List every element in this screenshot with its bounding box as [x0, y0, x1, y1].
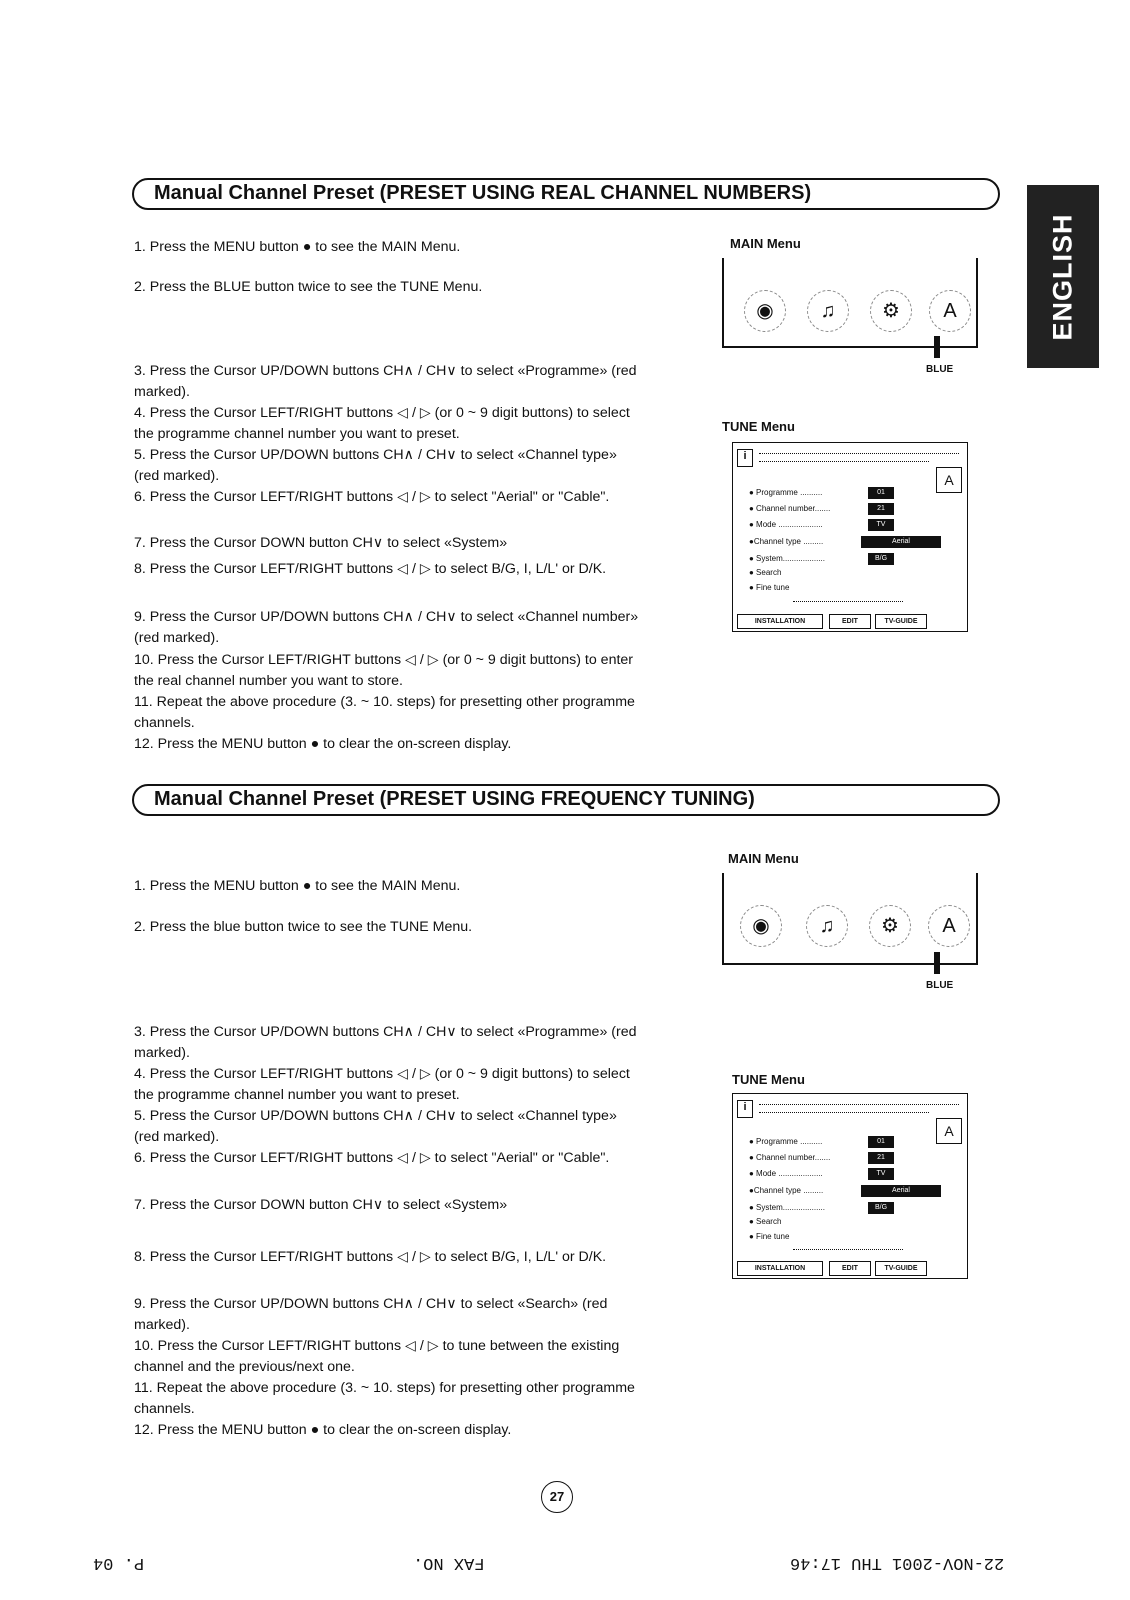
tune-row: ● Channel number....... [749, 504, 831, 513]
gear-icon: ⚙ [869, 905, 911, 947]
step-1: 1. Press the MENU button ● to see the MAIN Menu. [134, 239, 461, 255]
tune-row: ● System................... [749, 1203, 825, 1212]
section1-title: Manual Channel Preset (PRESET USING REAL CHANNEL NUMBERS) [154, 182, 812, 204]
pointer-icon [934, 336, 940, 358]
tune-tab: EDIT [829, 614, 871, 629]
pointer-icon [934, 952, 940, 974]
language-tab [1027, 185, 1099, 368]
step-12: 12. Press the MENU button ● to clear the on-screen display. [134, 736, 512, 752]
dotted-line [759, 1104, 959, 1105]
step-7: 7. Press the Cursor DOWN button CH∨ to select «System» [134, 535, 508, 551]
tune-value: B/G [868, 1202, 894, 1214]
tune-value: 01 [868, 487, 894, 499]
tune-row: ●Channel type ......... [749, 1186, 824, 1195]
language-tab-label: ENGLISH [1047, 212, 1078, 341]
tune-menu-label: TUNE Menu [722, 419, 795, 434]
fine-tune-scale [793, 601, 903, 602]
step-10: 10. Press the Cursor LEFT/RIGHT buttons ◁ / ▷ (or 0 ~ 9 digit buttons) to enter the real channel number you want to store. [134, 652, 634, 689]
tune-row: ● Fine tune [749, 583, 790, 592]
fax-page-label: P. 04 [93, 1553, 145, 1572]
step-5: 5. Press the Cursor UP/DOWN buttons CH∧ / CH∨ to select «Channel type» (red marked). [134, 1108, 617, 1145]
step-9: 9. Press the Cursor UP/DOWN buttons CH∧ / CH∨ to select «Channel number» (red marked). [134, 609, 639, 646]
section2-header [132, 784, 1000, 816]
fine-tune-scale [793, 1249, 903, 1250]
antenna-icon: A [929, 290, 971, 332]
step-4: 4. Press the Cursor LEFT/RIGHT buttons ◁ / ▷ (or 0 ~ 9 digit buttons) to select the programme channel number you want to preset. [134, 405, 630, 442]
step-9: 9. Press the Cursor UP/DOWN buttons CH∧ / CH∨ to select «Search» (red marked). [134, 1296, 608, 1333]
step-11: 11. Repeat the above procedure (3. ~ 10. steps) for presetting other programme channels. [134, 1380, 635, 1417]
blue-label: BLUE [926, 364, 954, 375]
step-5: 5. Press the Cursor UP/DOWN buttons CH∧ / CH∨ to select «Channel type» (red marked). [134, 447, 617, 484]
main-menu-figure [722, 258, 978, 348]
eye-icon: ◉ [740, 905, 782, 947]
tune-tab: INSTALLATION [737, 1261, 823, 1276]
fax-number-label: FAX NO. [413, 1553, 485, 1572]
tune-value: B/G [868, 553, 894, 565]
tune-row: ● System................... [749, 554, 825, 563]
tune-value: 21 [868, 503, 894, 515]
eye-icon: ◉ [744, 290, 786, 332]
info-icon: i [737, 1100, 753, 1118]
blue-label: BLUE [926, 980, 954, 991]
step-8: 8. Press the Cursor LEFT/RIGHT buttons ◁ / ▷ to select B/G, I, L/L' or D/K. [134, 1249, 607, 1265]
tune-value: TV [868, 1168, 894, 1180]
step-10: 10. Press the Cursor LEFT/RIGHT buttons ◁ / ▷ to tune between the existing channel and the previous/next one. [134, 1338, 620, 1375]
step-2: 2. Press the blue button twice to see the TUNE Menu. [134, 919, 473, 935]
music-icon: ♫ [806, 905, 848, 947]
tune-row: ● Programme .......... [749, 1137, 823, 1146]
step-3: 3. Press the Cursor UP/DOWN buttons CH∧ / CH∨ to select «Programme» (red marked). [134, 1024, 637, 1061]
tune-row: ●Channel type ......... [749, 537, 824, 546]
tune-row: ● Search [749, 1217, 782, 1226]
step-12: 12. Press the MENU button ● to clear the on-screen display. [134, 1422, 512, 1438]
tune-value: 01 [868, 1136, 894, 1148]
step-1: 1. Press the MENU button ● to see the MAIN Menu. [134, 878, 461, 894]
tune-menu-figure [732, 1093, 968, 1279]
step-7: 7. Press the Cursor DOWN button CH∨ to select «System» [134, 1197, 508, 1213]
step-4: 4. Press the Cursor LEFT/RIGHT buttons ◁ / ▷ (or 0 ~ 9 digit buttons) to select the programme channel number you want to preset. [134, 1066, 630, 1103]
info-icon: i [737, 449, 753, 467]
main-menu-label: MAIN Menu [730, 236, 801, 251]
tune-tab: TV-GUIDE [875, 614, 927, 629]
antenna-icon: A [936, 467, 962, 493]
tune-row: ● Programme .......... [749, 488, 823, 497]
tune-tab: EDIT [829, 1261, 871, 1276]
tune-value: Aerial [861, 536, 941, 548]
tune-menu-figure [732, 442, 968, 632]
antenna-icon: A [928, 905, 970, 947]
step-6: 6. Press the Cursor LEFT/RIGHT buttons ◁ / ▷ to select "Aerial" or "Cable". [134, 1150, 610, 1166]
tune-menu-label: TUNE Menu [732, 1072, 805, 1087]
tune-row: ● Fine tune [749, 1232, 790, 1241]
section1-header [132, 178, 1000, 210]
dotted-line [759, 1112, 929, 1113]
tune-tab: INSTALLATION [737, 614, 823, 629]
fax-timestamp: 22-NOV-2001 THU 17:46 [790, 1553, 1005, 1572]
antenna-icon: A [936, 1118, 962, 1144]
section2-title: Manual Channel Preset (PRESET USING FREQUENCY TUNING) [154, 788, 755, 810]
step-6: 6. Press the Cursor LEFT/RIGHT buttons ◁ / ▷ to select "Aerial" or "Cable". [134, 489, 610, 505]
tune-tab: TV-GUIDE [875, 1261, 927, 1276]
tune-value: TV [868, 519, 894, 531]
music-icon: ♫ [807, 290, 849, 332]
tune-row: ● Mode .................... [749, 520, 823, 529]
step-3: 3. Press the Cursor UP/DOWN buttons CH∧ / CH∨ to select «Programme» (red marked). [134, 363, 637, 400]
main-menu-label: MAIN Menu [728, 851, 799, 866]
tune-row: ● Channel number....... [749, 1153, 831, 1162]
step-2: 2. Press the BLUE button twice to see the TUNE Menu. [134, 279, 483, 295]
tune-value: 21 [868, 1152, 894, 1164]
tune-row: ● Mode .................... [749, 1169, 823, 1178]
page-number: 27 [541, 1481, 573, 1513]
tune-row: ● Search [749, 568, 782, 577]
tune-value: Aerial [861, 1185, 941, 1197]
dotted-line [759, 453, 959, 454]
step-8: 8. Press the Cursor LEFT/RIGHT buttons ◁ / ▷ to select B/G, I, L/L' or D/K. [134, 561, 607, 577]
gear-icon: ⚙ [870, 290, 912, 332]
step-11: 11. Repeat the above procedure (3. ~ 10. steps) for presetting other programme channels. [134, 694, 635, 731]
dotted-line [759, 461, 929, 462]
